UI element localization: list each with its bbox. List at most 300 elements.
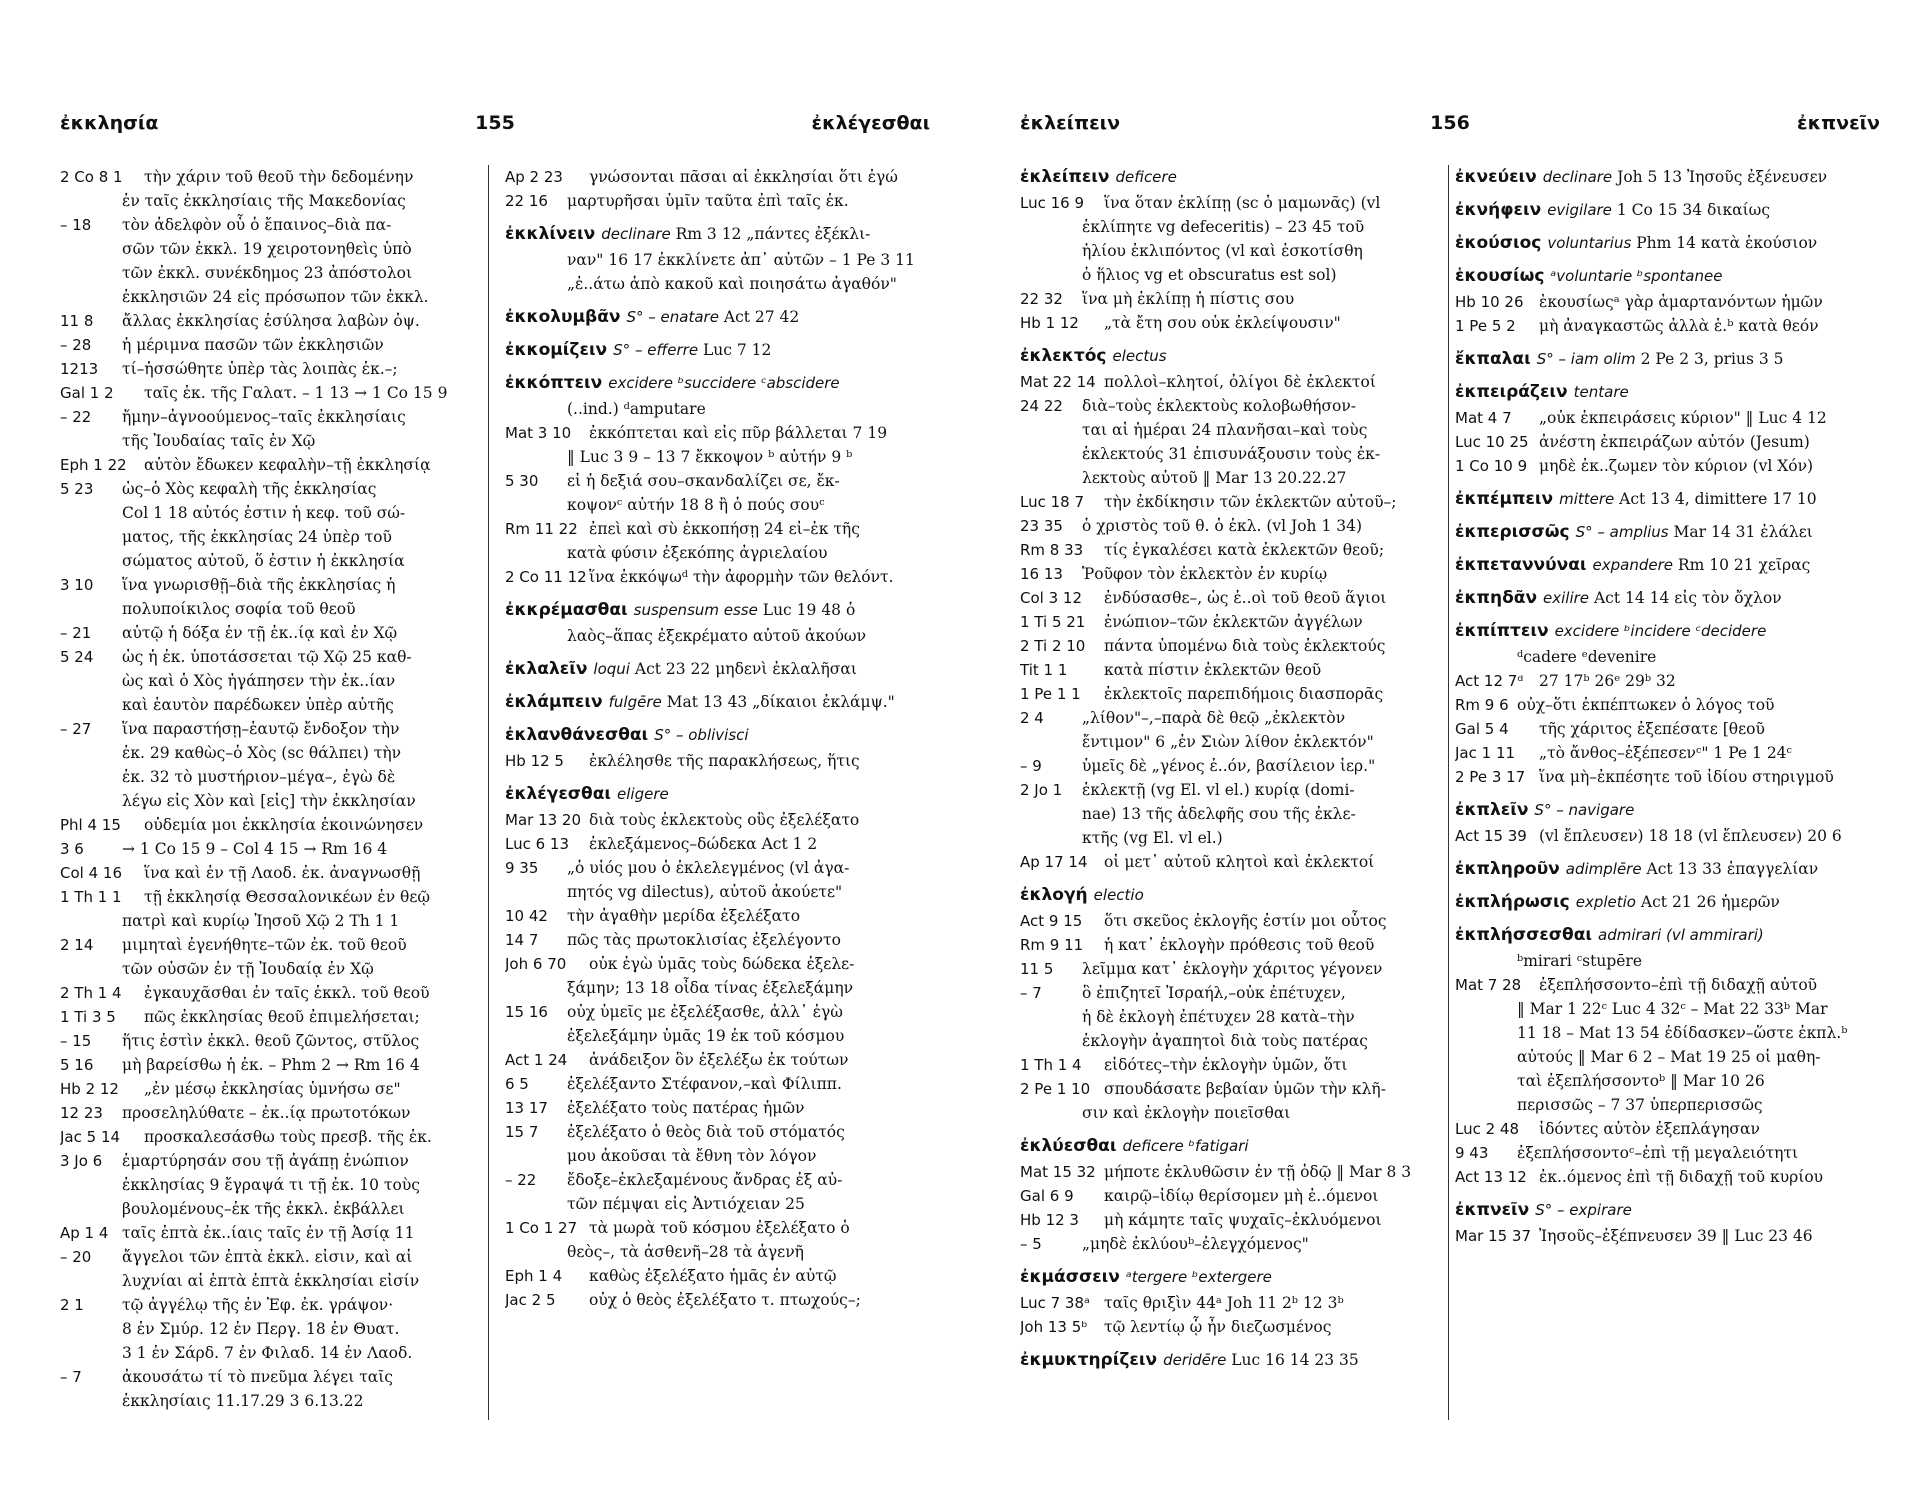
lemma: ἐκπέμπειν [1455, 489, 1554, 509]
verse-reference: 1 Pe 5 2 [1455, 317, 1516, 335]
lemma: ἐκλύεσθαι [1020, 1136, 1117, 1156]
verse-reference: 5 30 [505, 472, 539, 490]
citation-line [505, 856, 930, 880]
citation-line [60, 933, 480, 957]
citation-text: „ἐν μέσῳ ἐκκλησίας ὑμνήσω σε" [144, 1080, 401, 1098]
latin-gloss: electio [1093, 886, 1144, 904]
verse-reference: Act 9 15 [1020, 912, 1083, 930]
citation-line [60, 1389, 480, 1413]
citation-line [505, 272, 930, 296]
citation-text: ὑμεῖς δὲ „γένος ἐ..όν, βασίλειον ἱερ." [1082, 757, 1376, 775]
verse-reference: – 18 [60, 216, 92, 234]
citation-line [60, 741, 480, 765]
citation-line [1455, 1141, 1880, 1165]
citation-line [1020, 1053, 1440, 1077]
citation-text: σπουδάσατε βεβαίαν ὑμῶν τὴν κλῆ- [1104, 1080, 1386, 1098]
citation-text: οἱ μετ᾽ αὐτοῦ κλητοὶ καὶ ἐκλεκτοί [1104, 853, 1375, 871]
citation-line [505, 1048, 930, 1072]
citation-text: τὴν χάριν τοῦ θεοῦ τὴν δεδομένην [144, 168, 414, 186]
citation-text: τὴν ἀγαθὴν μερίδα ἐξελέξατο [567, 907, 801, 925]
verse-reference: 2 Pe 1 10 [1020, 1080, 1091, 1098]
verse-reference: 11 5 [1020, 960, 1054, 978]
dictionary-entry-head [1455, 1198, 1880, 1222]
dictionary-entry-head [505, 723, 930, 747]
citation-text: ἐκκλησιῶν 24 εἰς πρόσωπον τῶν ἐκκλ. [122, 288, 429, 306]
citation-line [505, 565, 930, 589]
verse-reference: 1 Pe 1 1 [1020, 685, 1081, 703]
verse-reference: Ap 17 14 [1020, 853, 1088, 871]
citation-line [60, 309, 480, 333]
citation-line [1020, 466, 1440, 490]
citation-line [1020, 215, 1440, 239]
verse-reference: Gal 1 2 [60, 384, 114, 402]
citation-text: πῶς ἐκκλησίας θεοῦ ἐπιμελήσεται; [144, 1008, 420, 1026]
latin-gloss: declinare [1542, 168, 1613, 186]
dictionary-entry-head [505, 657, 930, 681]
citation-line [505, 541, 930, 565]
verse-reference: Luc 18 7 [1020, 493, 1085, 511]
verse-reference: – 20 [60, 1248, 92, 1266]
verse-reference: Hb 1 12 [1020, 314, 1079, 332]
dictionary-entry-head [1455, 890, 1880, 914]
verse-reference: Luc 6 13 [505, 835, 570, 853]
lemma: ἐκπηδᾶν [1455, 588, 1538, 608]
citation-line [505, 493, 930, 517]
citation-line [1455, 997, 1880, 1021]
citation-line [60, 1221, 480, 1245]
citation-line [60, 357, 480, 381]
citation-text: οὐχ ὑμεῖς με ἐξελέξασθε, ἀλλ᾽ ἐγὼ [567, 1003, 843, 1021]
citation-line [505, 1144, 930, 1168]
verse-reference: – 7 [1020, 984, 1042, 1002]
citation-line [505, 1288, 930, 1312]
dictionary-entry-head [1455, 347, 1880, 371]
citation-line [1020, 287, 1440, 311]
citation-text: μου ἀκοῦσαι τὰ ἔθνη τὸν λόγον [567, 1147, 817, 1165]
citation-line [60, 1125, 480, 1149]
citation-text: ἑκουσίωςᵃ γὰρ ἁμαρτανόντων ἡμῶν [1539, 293, 1823, 311]
verse-reference: 6 5 [505, 1075, 529, 1093]
verse-reference: Hb 12 5 [505, 752, 564, 770]
lemma: ἐκλέγεσθαι [505, 784, 612, 804]
citation-line [60, 909, 480, 933]
citation-text: διὰ–τοὺς ἐκλεκτοὺς κολοβωθήσον- [1082, 397, 1357, 415]
citation-line [60, 645, 480, 669]
verse-reference: Hb 2 12 [60, 1080, 119, 1098]
citation-text: μὴ ἀναγκαστῶς ἀλλὰ ἑ.ᵇ κατὰ θεόν [1539, 317, 1819, 335]
citation-text: ναν" 16 17 ἐκκλίνετε ἀπ᾽ αὐτῶν – 1 Pe 3 11 [567, 251, 915, 269]
citation-line [60, 789, 480, 813]
latin-gloss: ᵃvoluntarie ᵇspontanee [1550, 267, 1723, 285]
verse-reference: 1 Ti 3 5 [60, 1008, 116, 1026]
citation-line [505, 1264, 930, 1288]
citation-text: „μηδὲ ἐκλύουᵇ–ἐλεγχόμενος" [1082, 1235, 1309, 1253]
citation-text: „ἐ..άτω ἀπὸ κακοῦ καὶ ποιησάτω ἀγαθόν" [567, 275, 897, 293]
citation-line [1020, 1315, 1440, 1339]
citation-line [60, 1197, 480, 1221]
verse-reference: – 27 [60, 720, 92, 738]
latin-gloss: declinare [601, 225, 671, 243]
latin-gloss: S° – navigare [1534, 801, 1635, 819]
citation-text: βουλομένους–ἐκ τῆς ἐκκλ. ἐκβάλλει [122, 1200, 405, 1218]
lemma: ἐκλαλεῖν [505, 659, 588, 679]
citation-text: ‖ Mar 1 22ᶜ Luc 4 32ᶜ – Mat 22 33ᵇ Mar [1517, 1000, 1828, 1018]
citation-line [60, 765, 480, 789]
citation-line [1455, 1117, 1880, 1141]
citation-line [1455, 1165, 1880, 1189]
verse-reference: 2 4 [1020, 709, 1044, 727]
citation-text: οὐκ ἐγὼ ὑμᾶς τοὺς δώδεκα ἐξελε- [589, 955, 855, 973]
latin-gloss: excidere ᵇsuccidere ᶜabscidere [608, 374, 840, 392]
citation-line [60, 1077, 480, 1101]
citation-text: σώματος αὐτοῦ, ὅ ἐστιν ἡ ἐκκλησία [122, 552, 405, 570]
citation-line [505, 808, 930, 832]
citation-text: ἐκκλησίας 9 ἔγραψά τι τῇ ἐκ. 10 τοὺς [122, 1176, 420, 1194]
latin-gloss: deficere [1115, 168, 1177, 186]
verse-reference: 2 Co 11 12 [505, 568, 587, 586]
verse-reference: 23 35 [1020, 517, 1063, 535]
entry-citation: Luc 7 12 [698, 341, 772, 359]
lemma: ἐκμάσσειν [1020, 1267, 1120, 1287]
citation-line [1020, 610, 1440, 634]
verse-reference: – 21 [60, 624, 92, 642]
citation-text: ται αἱ ἡμέραι 24 πλανῆσαι–καὶ τοὺς [1082, 421, 1368, 439]
citation-line [60, 957, 480, 981]
citation-text: τίς ἐγκαλέσει κατὰ ἐκλεκτῶν θεοῦ; [1104, 541, 1385, 559]
citation-line [60, 669, 480, 693]
dictionary-entry-head [1455, 198, 1880, 222]
verse-reference: 14 7 [505, 931, 539, 949]
lemma: ἐκπεταννύναι [1455, 555, 1587, 575]
latin-gloss: S° – iam olim [1536, 350, 1636, 368]
latin-gloss: voluntarius [1547, 234, 1632, 252]
citation-text: ἐνώπιον–τῶν ἐκλεκτῶν ἀγγέλων [1104, 613, 1363, 631]
citation-line [505, 1192, 930, 1216]
verse-reference: 2 14 [60, 936, 94, 954]
verse-reference: 15 16 [505, 1003, 548, 1021]
verse-reference: Rm 8 33 [1020, 541, 1084, 559]
citation-line [60, 1293, 480, 1317]
citation-text: ἵνα παραστήσῃ–ἑαυτῷ ἔνδοξον τὴν [122, 720, 400, 738]
lemma: ἐκκολυμβᾶν [505, 307, 621, 327]
citation-line [1455, 693, 1880, 717]
verse-reference: Tit 1 1 [1020, 661, 1068, 679]
left-page-column-1 [60, 165, 480, 1440]
verse-reference: 2 Ti 2 10 [1020, 637, 1086, 655]
lemma: ἐκλανθάνεσθαι [505, 725, 649, 745]
citation-text: ἐξελεξάμην ὑμᾶς 19 ἐκ τοῦ κόσμου [567, 1027, 845, 1045]
entry-citation: Mat 13 43 „δίκαιοι ἐκλάμψ." [661, 693, 895, 711]
citation-text: αὐτούς ‖ Mar 6 2 – Mat 19 25 οἱ μαθη- [1517, 1048, 1821, 1066]
citation-line [505, 517, 930, 541]
verse-reference: Jac 5 14 [60, 1128, 121, 1146]
verse-reference: 12 23 [60, 1104, 103, 1122]
citation-text: τῷ λεντίῳ ᾧ ἦν διεζωσμένος [1104, 1318, 1332, 1336]
verse-reference: 3 6 [60, 840, 84, 858]
verse-reference: – 9 [1020, 757, 1042, 775]
citation-line [60, 237, 480, 261]
citation-line [505, 469, 930, 493]
dictionary-entry-head [1455, 165, 1880, 189]
citation-line [1020, 263, 1440, 287]
citation-line [1455, 314, 1880, 338]
citation-text: μὴ βαρείσθω ἡ ἐκ. – Phm 2 → Rm 16 4 [122, 1056, 420, 1074]
verse-reference: – 22 [60, 408, 92, 426]
column-divider [1448, 165, 1449, 1420]
citation-text: λεκτοὺς αὐτοῦ ‖ Mar 13 20.22.27 [1082, 469, 1347, 487]
citation-line [1455, 669, 1880, 693]
latin-gloss: S° – expirare [1535, 1201, 1632, 1219]
citation-text: ἐκλεκτῇ (vg El. vl el.) κυρίᾳ (domi- [1082, 781, 1355, 799]
lemma: ἐκπίπτειν [1455, 621, 1549, 641]
citation-line [505, 1120, 930, 1144]
citation-text: πολλοὶ–κλητοί, ὀλίγοι δὲ ἐκλεκτοί [1104, 373, 1376, 391]
dictionary-entry-head [1455, 586, 1880, 610]
citation-line [60, 1149, 480, 1173]
citation-line [505, 248, 930, 272]
citation-text: μαρτυρῆσαι ὑμῖν ταῦτα ἐπὶ ταῖς ἐκ. [567, 192, 849, 210]
citation-text: ἐκκόπτεται καὶ εἰς πῦρ βάλλεται 7 19 [589, 424, 888, 442]
citation-line [1455, 1021, 1880, 1045]
citation-text: ἔδοξε–ἐκλεξαμένους ἄνδρας ἐξ αὐ- [567, 1171, 843, 1189]
entry-citation: Mar 14 31 ἐλάλει [1668, 523, 1813, 541]
citation-text: (..ind.) ᵈamputare [567, 400, 706, 418]
latin-gloss: S° – amplius [1575, 523, 1669, 541]
citation-text: ἡ κατ᾽ ἐκλογὴν πρόθεσις τοῦ θεοῦ [1104, 936, 1375, 954]
dictionary-entry-head [1020, 165, 1440, 189]
guide-word-last: ἐκπνεῖν [1797, 112, 1880, 134]
lemma: ἐκνήφειν [1455, 200, 1542, 220]
lemma: ἐκπειράζειν [1455, 382, 1568, 402]
citation-line [60, 885, 480, 909]
citation-text: ἵνα μὴ–ἐκπέσητε τοῦ ἰδίου στηριγμοῦ [1539, 768, 1834, 786]
verse-reference: Rm 11 22 [505, 520, 578, 538]
citation-line [505, 904, 930, 928]
verse-reference: 11 8 [60, 312, 94, 330]
citation-line [60, 261, 480, 285]
citation-line [505, 1024, 930, 1048]
citation-text: ἐξεπλήσσοντοᶜ–ἐπὶ τῇ μεγαλειότητι [1517, 1144, 1799, 1162]
citation-text: 27 17ᵇ 26ᵉ 29ᵇ 32 [1539, 672, 1676, 690]
entry-citation: Act 14 14 εἰς τὸν ὄχλον [1589, 589, 1782, 607]
citation-line [1020, 957, 1440, 981]
citation-text: ἐκ. 29 καθὼς–ὁ Χὸς (sc θάλπει) τὴν [122, 744, 402, 762]
lemma: ἐκκλίνειν [505, 224, 596, 244]
latin-gloss: electus [1112, 347, 1167, 365]
verse-reference: Act 13 12 [1455, 1168, 1527, 1186]
lemma: ἐκπλήσσεσθαι [1455, 925, 1593, 945]
latin-gloss: eligere [617, 785, 669, 803]
guide-word-last: ἐκλέγεσθαι [811, 112, 930, 134]
citation-text: Col 1 18 αὐτός ἐστιν ἡ κεφ. τοῦ σώ- [122, 504, 406, 522]
citation-line [1455, 430, 1880, 454]
citation-line [60, 1053, 480, 1077]
latin-gloss: evigilare [1547, 201, 1612, 219]
citation-line [60, 837, 480, 861]
verse-reference: – 5 [1020, 1235, 1042, 1253]
citation-text: nae) 13 τῆς ἀδελφῆς σου τῆς ἐκλε- [1082, 805, 1356, 823]
lemma: ἐκκομίζειν [505, 340, 608, 360]
citation-text: ταῖς ἑπτὰ ἐκ..ίαις ταῖς ἐν τῇ Ἀσίᾳ 11 [122, 1224, 415, 1242]
verse-reference: Mat 4 7 [1455, 409, 1512, 427]
dictionary-entry-head [1020, 883, 1440, 907]
citation-line [1455, 1224, 1880, 1248]
verse-reference: 1 Co 1 27 [505, 1219, 578, 1237]
latin-gloss: excidere ᵇincidere ᶜdecidere [1554, 622, 1767, 640]
entry-citation: Act 23 22 μηδενὶ ἐκλαλῆσαι [629, 660, 857, 678]
citation-line [1020, 778, 1440, 802]
citation-text: ἀνέστη ἐκπειράζων αὐτόν (Jesum) [1539, 433, 1810, 451]
citation-line [60, 1317, 480, 1341]
citation-line [1020, 981, 1440, 1005]
citation-line [60, 525, 480, 549]
column-divider [488, 165, 489, 1420]
verse-reference: Mat 3 10 [505, 424, 572, 442]
citation-text: οὐχ ὁ θεὸς ἐξελέξατο τ. πτωχούς–; [589, 1291, 861, 1309]
citation-line [60, 1005, 480, 1029]
verse-reference: Luc 10 25 [1455, 433, 1529, 451]
citation-line [505, 880, 930, 904]
latin-gloss: expandere [1592, 556, 1673, 574]
verse-reference: 1 Th 1 4 [1020, 1056, 1082, 1074]
citation-text: γνώσονται πᾶσαι αἱ ἐκκλησίαι ὅτι ἐγώ [589, 168, 898, 186]
right-page-column-2 [1455, 165, 1880, 1440]
citation-line [60, 165, 480, 189]
citation-line [505, 976, 930, 1000]
citation-line [60, 981, 480, 1005]
citation-line [505, 1168, 930, 1192]
citation-line [1020, 1101, 1440, 1125]
citation-text: τὰ μωρὰ τοῦ κόσμου ἐξελέξατο ὁ [589, 1219, 850, 1237]
running-head-left-page [60, 112, 930, 142]
citation-line [505, 832, 930, 856]
lemma: ἐκκρέμασθαι [505, 600, 628, 620]
citation-text: ἐν ταῖς ἐκκλησίαις τῆς Μακεδονίας [122, 192, 406, 210]
dictionary-entry-head [505, 598, 930, 622]
dictionary-entry-head [1455, 857, 1880, 881]
citation-line [1455, 406, 1880, 430]
citation-line [1020, 370, 1440, 394]
citation-text: ἐκλέλησθε τῆς παρακλήσεως, ἥτις [589, 752, 860, 770]
citation-text: 11 18 – Mat 13 54 ἐδίδασκεν–ὥστε ἐκπλ.ᵇ [1517, 1024, 1848, 1042]
citation-text: ἔντιμον" 6 „ἐν Σιὼν λίθον ἐκλεκτόν" [1082, 733, 1374, 751]
citation-line [1455, 1069, 1880, 1093]
citation-line [1455, 949, 1880, 973]
citation-line [1020, 1029, 1440, 1053]
citation-line [1455, 741, 1880, 765]
citation-text: τῶν πέμψαι εἰς Ἀντιόχειαν 25 [567, 1195, 805, 1213]
page-number: 156 [1430, 112, 1470, 134]
citation-line [60, 1245, 480, 1269]
verse-reference: Mat 15 32 [1020, 1163, 1096, 1181]
citation-line [60, 1365, 480, 1389]
dictionary-entry-head [1020, 1134, 1440, 1158]
citation-text: ᵇmirari ᶜstupēre [1517, 952, 1643, 970]
verse-reference: Act 12 7ᵈ [1455, 672, 1524, 690]
citation-text: καὶ ἑαυτὸν παρέδωκεν ὑπὲρ αὐτῆς [122, 696, 394, 714]
verse-reference: Act 15 39 [1455, 827, 1527, 845]
citation-line [1020, 826, 1440, 850]
citation-text: ἵνα ἐκκόψωᵈ τὴν ἀφορμὴν τῶν θελόντ. [589, 568, 894, 586]
citation-line [60, 189, 480, 213]
lemma: ἑκούσιος [1455, 233, 1542, 253]
citation-line [505, 189, 930, 213]
citation-line [60, 285, 480, 309]
citation-text: πολυποίκιλος σοφία τοῦ θεοῦ [122, 600, 356, 618]
citation-line [60, 1173, 480, 1197]
citation-text: ἐκλογὴν ἀγαπητοὶ διὰ τοὺς πατέρας [1082, 1032, 1368, 1050]
citation-text: κατὰ πίστιν ἐκλεκτῶν θεοῦ [1104, 661, 1322, 679]
verse-reference: 3 Jo 6 [60, 1152, 103, 1170]
citation-text: ἐκλίπητε vg defeceritis) – 23 45 τοῦ [1082, 218, 1365, 236]
lemma: ἐκκόπτειν [505, 373, 603, 393]
citation-text: τῇ ἐκκλησίᾳ Θεσσαλονικέων ἐν θεῷ [144, 888, 431, 906]
citation-line [505, 445, 930, 469]
latin-gloss: deficere ᵇfatigari [1122, 1137, 1249, 1155]
citation-text: πητός vg dilectus), αὐτοῦ ἀκούετε" [567, 883, 843, 901]
citation-text: „λίθον"–,–παρὰ δὲ θεῷ „ἐκλεκτὸν [1082, 709, 1346, 727]
entry-citation: Rm 10 21 χεῖρας [1673, 556, 1811, 574]
citation-text: μιμηταὶ ἐγενήθητε–τῶν ἐκ. τοῦ θεοῦ [122, 936, 407, 954]
verse-reference: Mar 15 37 [1455, 1227, 1532, 1245]
latin-gloss: expletio [1575, 893, 1636, 911]
citation-line [1020, 514, 1440, 538]
dictionary-entry-head [1455, 553, 1880, 577]
citation-text: ἡ δὲ ἐκλογὴ ἐπέτυχεν 28 κατὰ–τὴν [1082, 1008, 1355, 1026]
dictionary-entry-head [1020, 1265, 1440, 1289]
verse-reference: 10 42 [505, 907, 548, 925]
dictionary-entry-head [1455, 798, 1880, 822]
verse-reference: – 22 [505, 1171, 537, 1189]
citation-text: ἵνα μὴ ἐκλίπῃ ἡ πίστις σου [1082, 290, 1295, 308]
citation-line [505, 952, 930, 976]
citation-line [1455, 645, 1880, 669]
citation-text: κτῆς (vg El. vl el.) [1082, 829, 1223, 847]
citation-text: ὃ ἐπιζητεῖ Ἰσραήλ,–οὐκ ἐπέτυχεν, [1082, 984, 1346, 1002]
dictionary-entry-head [1455, 923, 1880, 947]
dictionary-entry-head [1455, 380, 1880, 404]
lemma: ἔκπαλαι [1455, 349, 1531, 369]
citation-line [60, 597, 480, 621]
citation-line [60, 1029, 480, 1053]
citation-line [1020, 634, 1440, 658]
citation-text: καθὼς ἐξελέξατο ἡμᾶς ἐν αὐτῷ [589, 1267, 837, 1285]
verse-reference: 24 22 [1020, 397, 1063, 415]
citation-text: ἐκ. 32 τὸ μυστήριον–μέγα–, ἐγὼ δὲ [122, 768, 396, 786]
citation-line [1020, 538, 1440, 562]
citation-text: σῶν τῶν ἐκκλ. 19 χειροτονηθεὶς ὑπὸ [122, 240, 412, 258]
citation-text: 8 ἐν Σμύρ. 12 ἐν Περγ. 18 ἐν Θυατ. [122, 1320, 400, 1338]
citation-text: (vl ἔπλευσεν) 18 18 (vl ἔπλευσεν) 20 6 [1539, 827, 1842, 845]
citation-line [1020, 1077, 1440, 1101]
verse-reference: Ap 1 4 [60, 1224, 109, 1242]
citation-text: κατὰ φύσιν ἐξεκόπης ἀγριελαίου [567, 544, 828, 562]
dictionary-entry-head [505, 305, 930, 329]
verse-reference: Rm 9 6 [1455, 696, 1509, 714]
verse-reference: Hb 12 3 [1020, 1211, 1079, 1229]
citation-text: διὰ τοὺς ἐκλεκτοὺς οὓς ἐξελέξατο [589, 811, 860, 829]
verse-reference: Luc 7 38ᵃ [1020, 1294, 1090, 1312]
citation-line [1455, 824, 1880, 848]
citation-text: οὐδεμία μοι ἐκκλησία ἐκοινώνησεν [144, 816, 424, 834]
citation-text: ἐκλεκτούς 31 ἐπισυνάξουσιν τοὺς ἐκ- [1082, 445, 1381, 463]
citation-text: εἰδότες–τὴν ἐκλογὴν ὑμῶν, ὅτι [1104, 1056, 1348, 1074]
citation-text: ταῖς θριξὶν 44ᵃ Joh 11 2ᵇ 12 3ᵇ [1104, 1294, 1344, 1312]
latin-gloss: deridēre [1163, 1351, 1227, 1369]
lemma: ἐκλεκτός [1020, 346, 1107, 366]
dictionary-entry-head [1455, 520, 1880, 544]
citation-line [1020, 1291, 1440, 1315]
